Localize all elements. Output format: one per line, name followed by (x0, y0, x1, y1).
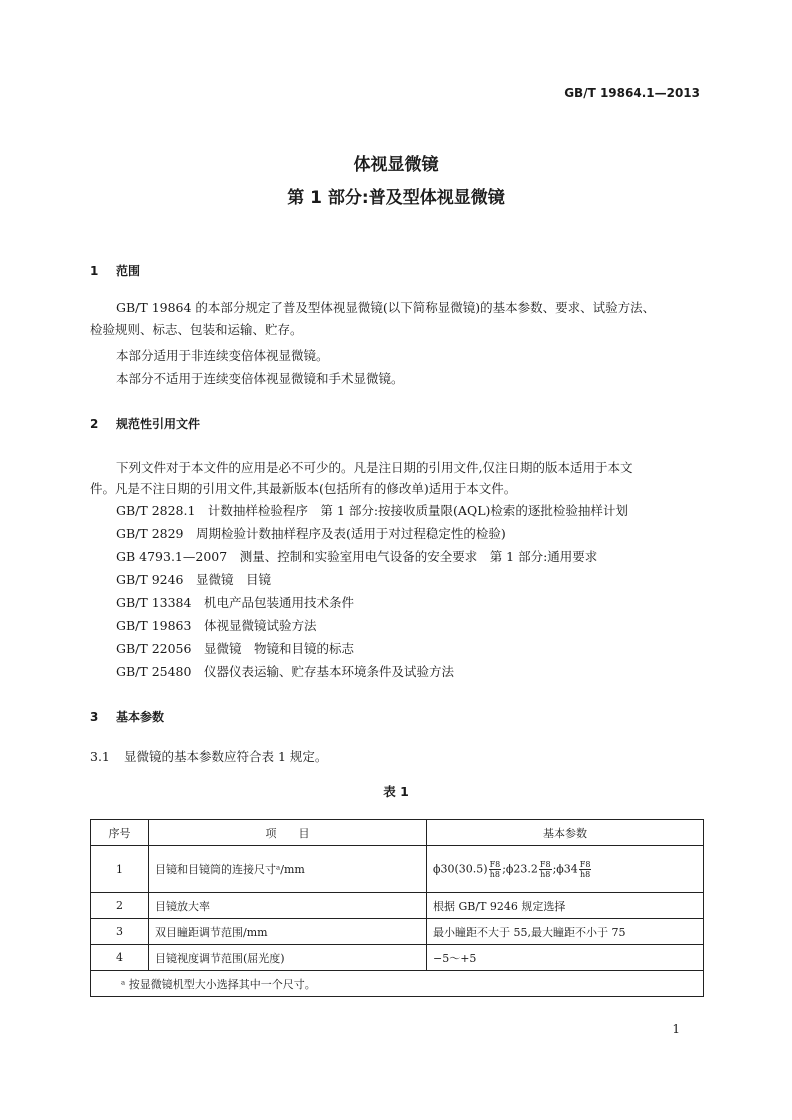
table-row (91, 846, 704, 893)
section-number: 2 (90, 417, 99, 431)
param-part: ϕ30(30.5) (433, 862, 488, 875)
reference-item: GB/T 19863 体视显微镜试验方法 (116, 618, 317, 633)
row-item: 目镜和目镜筒的连接尺寸ᵃ/mm (149, 846, 427, 893)
fit-lower: h8 (579, 869, 591, 879)
fit-upper: F8 (539, 859, 551, 869)
row-param: −5～+5 (427, 945, 704, 971)
document-title: 体视显微镜 (353, 155, 439, 175)
section-3-heading (90, 708, 164, 725)
paragraph: 本部分适用于非连续变倍体视显微镜。 (116, 348, 329, 363)
section-title: 规范性引用文件 (116, 417, 201, 431)
paragraph: 本部分不适用于连续变倍体视显微镜和手术显微镜。 (116, 371, 404, 386)
row-no: 4 (91, 945, 149, 971)
fit-upper: F8 (489, 859, 501, 869)
table-row (91, 893, 704, 919)
row-param: 最小瞳距不大于 55,最大瞳距不小于 75 (427, 919, 704, 945)
fit-lower: h8 (489, 869, 501, 879)
row-no: 3 (91, 919, 149, 945)
page-number: 1 (672, 1022, 680, 1036)
reference-item: GB/T 2829 周期检验计数抽样程序及表(适用于对过程稳定性的检验) (116, 526, 506, 541)
table-caption: 表 1 (383, 784, 409, 799)
table-footnote-row (91, 971, 704, 997)
row-item: 双目瞳距调节范围/mm (149, 919, 427, 945)
row-item: 目镜放大率 (149, 893, 427, 919)
reference-item: GB/T 13384 机电产品包装通用技术条件 (116, 595, 354, 610)
fit-fraction (539, 860, 552, 879)
table-footnote: ᵃ 按显微镜机型大小选择其中一个尺寸。 (91, 971, 704, 997)
section-number: 1 (90, 264, 99, 278)
paragraph-continuation: 检验规则、标志、包装和运输、贮存。 (90, 322, 303, 337)
row-no: 1 (91, 846, 149, 893)
row-item: 目镜视度调节范围(屈光度) (149, 945, 427, 971)
standard-code: GB/T 19864.1—2013 (564, 86, 700, 100)
paragraph: GB/T 19864 的本部分规定了普及型体视显微镜(以下简称显微镜)的基本参数、要求、试验方法、 (116, 300, 656, 315)
subclause-number: 3.1 (90, 749, 110, 764)
fit-fraction (579, 860, 592, 879)
header-item: 项 目 (149, 820, 427, 846)
fit-lower: h8 (540, 869, 551, 879)
section-number: 3 (90, 710, 99, 724)
row-param: 根据 GB/T 9246 规定选择 (427, 893, 704, 919)
section-1-heading (90, 262, 140, 279)
reference-item: GB 4793.1—2007 测量、控制和实验室用电气设备的安全要求 第 1 部分:通用要求 (116, 549, 598, 564)
section-title: 范围 (116, 264, 141, 278)
section-2-heading (90, 415, 200, 432)
header-param: 基本参数 (427, 820, 704, 846)
table-header-row (91, 820, 704, 846)
reference-item: GB/T 2828.1 计数抽样检验程序 第 1 部分:按接收质量限(AQL)检索的逐批检验抽样计划 (116, 503, 628, 518)
paragraph-continuation: 件。凡是不注日期的引用文件,其最新版本(包括所有的修改单)适用于本文件。 (90, 481, 517, 496)
fit-upper: F8 (579, 859, 591, 869)
subclause-text: 显微镜的基本参数应符合表 1 规定。 (124, 749, 328, 764)
paragraph: 下列文件对于本文件的应用是必不可少的。凡是注日期的引用文件,仅注日期的版本适用于本文 (116, 460, 633, 475)
reference-item: GB/T 25480 仪器仪表运输、贮存基本环境条件及试验方法 (116, 664, 454, 679)
reference-item: GB/T 9246 显微镜 目镜 (116, 572, 272, 587)
subclause-3-1 (90, 747, 327, 765)
table-row (91, 919, 704, 945)
param-part: ;ϕ34 (552, 862, 578, 875)
row-no: 2 (91, 893, 149, 919)
fit-fraction (489, 860, 502, 879)
table-row (91, 945, 704, 971)
header-no: 序号 (91, 820, 149, 846)
section-title: 基本参数 (116, 710, 165, 724)
document-subtitle: 第 1 部分:普及型体视显微镜 (287, 188, 505, 208)
row-param (427, 846, 704, 893)
reference-item: GB/T 22056 显微镜 物镜和目镜的标志 (116, 641, 354, 656)
parameters-table (90, 819, 704, 997)
param-part: ;ϕ23.2 (502, 862, 538, 875)
